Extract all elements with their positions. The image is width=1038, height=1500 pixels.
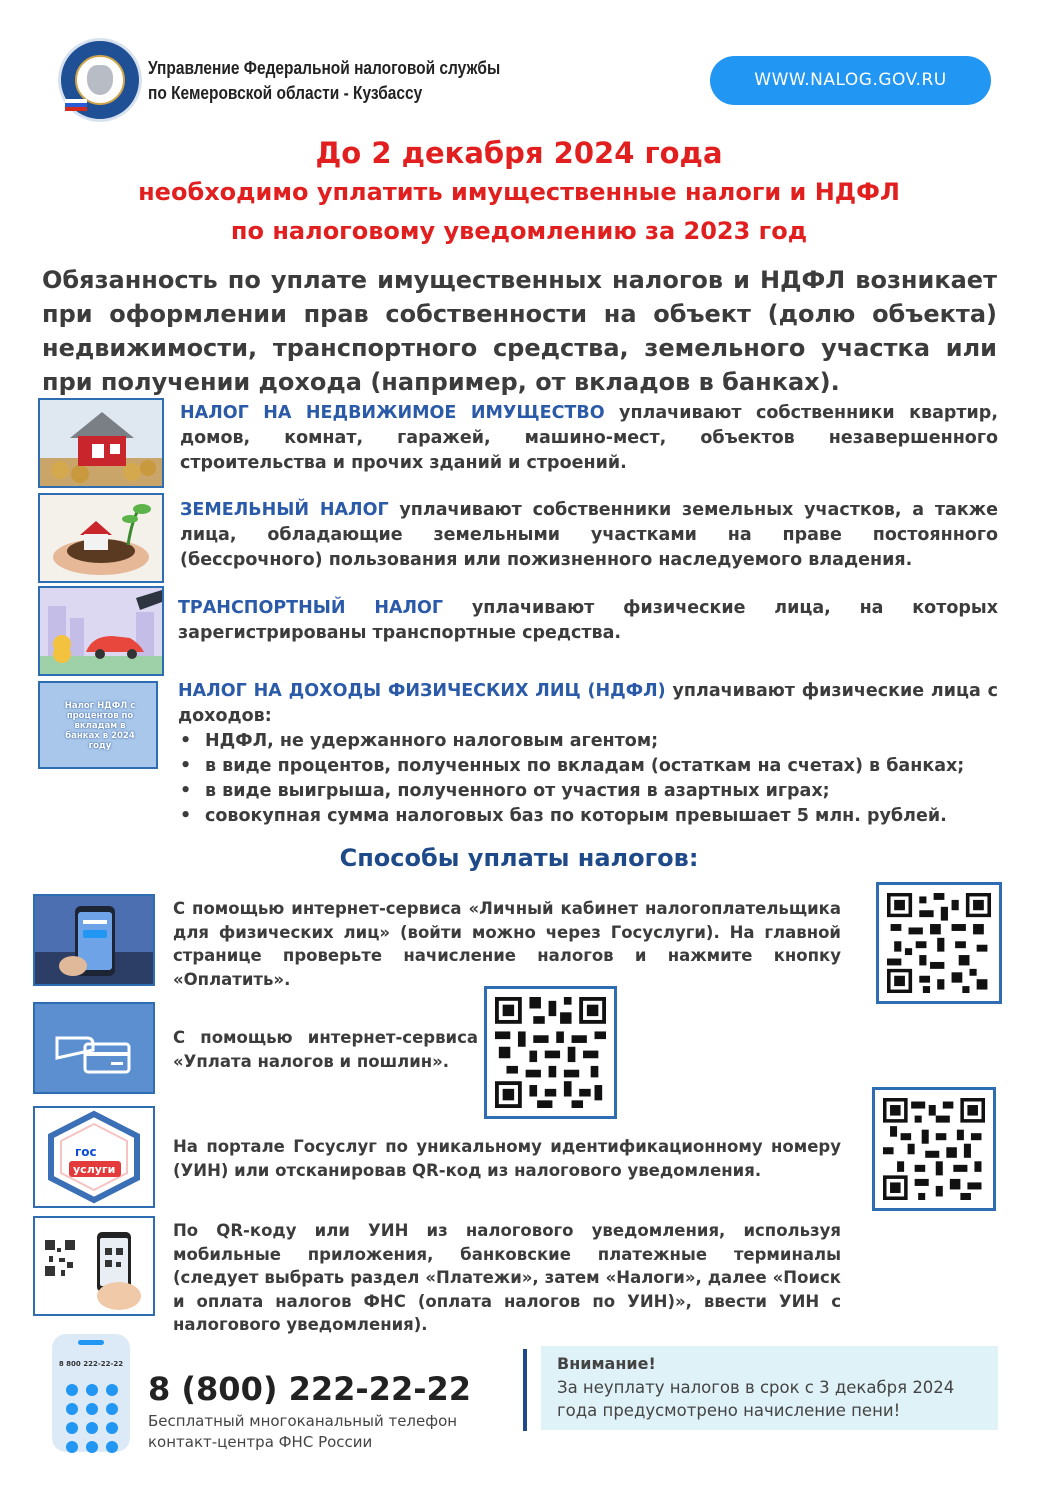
qr-code-tax-payment[interactable] <box>484 986 617 1119</box>
warning-title: Внимание! <box>557 1354 656 1373</box>
ndfl-tax-text: уплачивают физические лица с доходов: <box>178 681 999 726</box>
organization-name <box>148 56 500 106</box>
ndfl-tax-name: НАЛОГ НА ДОХОДЫ ФИЗИЧЕСКИХ ЛИЦ (НДФЛ) <box>178 681 666 701</box>
qr-code-gosuslugi[interactable] <box>872 1087 996 1211</box>
deadline-subtitle-2: по налоговому уведомлению за 2023 год <box>230 217 808 245</box>
list-item: • совокупная сумма налоговых баз по которым превышает 5 млн. рублей. <box>178 804 998 829</box>
payment-method-1-text: С помощью интернет-сервиса «Личный кабинет налогоплательщика для физических лиц» (войти можно через Госуслуги). На главной странице проверьте начисление налогов и нажмите кнопку «Оплатить». <box>173 899 841 989</box>
transport-tax-text: уплачивают физические лица, на которых зарегистрированы транспортные средства. <box>178 598 998 643</box>
deadline-title: До 2 декабря 2024 года <box>315 136 723 170</box>
ndfl-income-list <box>178 729 998 829</box>
list-item: • НДФЛ, не удержанного налоговым агентом; <box>178 729 998 754</box>
land-tax-text: уплачивают собственники земельных участков, а также лица, обладающие земельными участками на праве постоянного (бессрочного) пользования или пожизненного наследуемого владения. <box>180 500 998 570</box>
warning-text: За неуплату налогов в срок с 3 декабря 2024 года предусмотрено начисление пени! <box>557 1378 955 1420</box>
gosuslugi-logo <box>33 1106 155 1208</box>
property-tax-text: уплачивают собственники квартир, домов, комнат, гаражей, машино-мест, объектов незавершенного строительства и прочих зданий и строений. <box>180 403 998 473</box>
mobile-qr-scan-image <box>33 1216 155 1316</box>
list-item: • в виде выигрыша, полученного от участия в азартных играх; <box>178 779 998 804</box>
intro-paragraph: Обязанность по уплате имущественных налогов и НДФЛ возникает при оформлении прав собственности на объект (долю объекта) недвижимости, транспортного средства, земельного участка или при получении дохода (например, от вкладов в банках). <box>42 266 997 396</box>
transport-tax-paragraph <box>178 596 998 646</box>
org-line-2: по Кемеровской области - Кузбассу <box>148 83 423 103</box>
phone-keypad-icon <box>52 1334 130 1452</box>
ndfl-thumb-caption: Налог НДФЛ с процентов по вкладам в банках в 2024 году <box>64 701 136 751</box>
phone-icon-number: 8 800 222-22-22 <box>58 1360 124 1368</box>
website-link[interactable]: WWW.NALOG.GOV.RU <box>710 56 991 105</box>
payment-method-2-text: С помощью интернет-сервиса «Уплата налогов и пошлин». <box>173 1028 478 1071</box>
ndfl-deposits-image <box>38 681 158 769</box>
deadline-subtitle-1: необходимо уплатить имущественные налоги и НДФЛ <box>138 178 900 206</box>
warning-box <box>541 1346 998 1430</box>
fns-logo <box>58 38 142 122</box>
property-tax-paragraph <box>180 401 998 476</box>
qr-code-personal-account[interactable] <box>876 882 1002 1004</box>
qr-pattern-3 <box>883 1098 985 1200</box>
russian-flag-icon <box>65 99 87 111</box>
payment-method-4-text: По QR-коду или УИН из налогового уведомления, используя мобильные приложения, банковские платежные терминалы (следует выбрать раздел «Платежи», затем «Налоги», далее «Поиск и оплата налогов ФНС (оплата налогов по УИН)», ввести УИН с налогового уведомления). <box>173 1221 841 1334</box>
qr-pattern-1 <box>887 893 991 993</box>
hotline-phone-number[interactable]: 8 (800) 222-22-22 <box>148 1370 472 1408</box>
svg-text:услуги: услуги <box>73 1163 116 1176</box>
payment-card-icon <box>33 1002 155 1094</box>
svg-text:гос: гос <box>75 1145 97 1159</box>
land-hands-image <box>38 493 164 583</box>
land-tax-name: ЗЕМЕЛЬНЫЙ НАЛОГ <box>180 500 389 520</box>
ndfl-paragraph <box>178 679 998 829</box>
property-tax-name: НАЛОГ НА НЕДВИЖИМОЕ ИМУЩЕСТВО <box>180 403 605 423</box>
hotline-note-line-2: контакт-центра ФНС России <box>148 1433 373 1451</box>
land-tax-paragraph <box>180 498 998 573</box>
personal-account-phone-image <box>33 894 155 986</box>
hotline-description <box>148 1411 457 1453</box>
warning-accent-bar <box>523 1349 527 1431</box>
org-line-1: Управление Федеральной налоговой службы <box>148 58 501 78</box>
payment-methods-title: Способы уплаты налогов: <box>339 844 699 872</box>
qr-pattern-2 <box>495 997 606 1108</box>
transport-tax-name: ТРАНСПОРТНЫЙ НАЛОГ <box>178 598 444 618</box>
house-coins-image <box>38 398 164 488</box>
car-image <box>38 586 164 676</box>
list-item: • в виде процентов, полученных по вкладам (остаткам на счетах) в банках; <box>178 754 998 779</box>
payment-method-3-text: На портале Госуслуг по уникальному идентификационному номеру (УИН) или отсканировав QR-код из налогового уведомления. <box>173 1137 841 1180</box>
eagle-emblem-icon <box>87 65 113 95</box>
hotline-note-line-1: Бесплатный многоканальный телефон <box>148 1412 458 1430</box>
